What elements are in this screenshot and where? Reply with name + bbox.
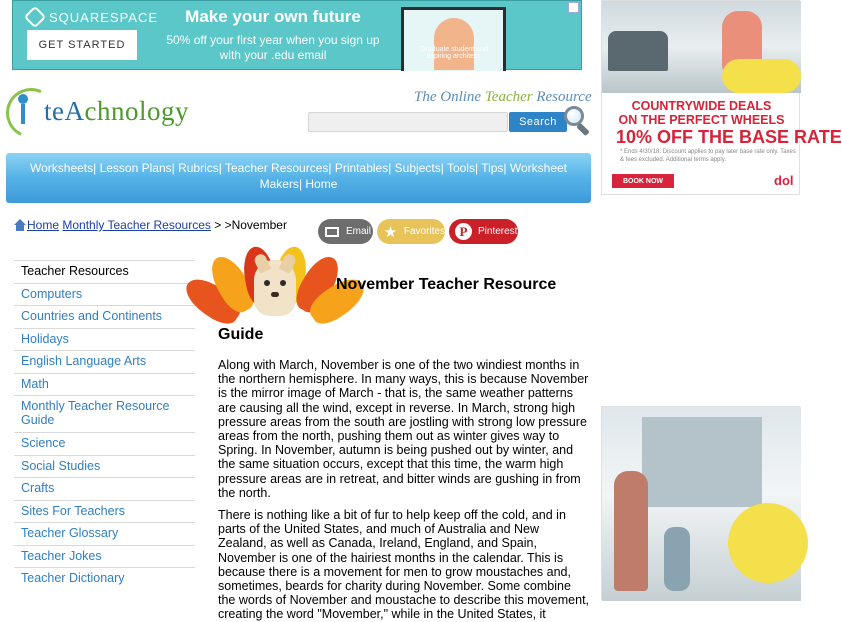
logo-wordmark: teAchnology xyxy=(44,96,189,126)
favorites-label: Favorites xyxy=(403,226,445,237)
article-paragraph-2: There is nothing like a bit of fur to help keep off the cold, and in parts of the United States, and much of Australia and New Zealand, as well as Canada, Ireland, England, and Spain, November is one of the hairiest months in the calendar. This is because there is a movement for men to grow moustaches and, sometimes, beards for charity during November. Some combine the words of November and moustache to describe this movement, creating the word "Movember," while in the United States, it xyxy=(218,508,590,622)
sidebar-item-social-studies[interactable]: Social Studies xyxy=(14,455,195,478)
breadcrumb-current: >November xyxy=(224,218,287,232)
pinterest-button[interactable] xyxy=(449,219,518,244)
ad-caption: Graduate student and aspiring architect. xyxy=(420,46,488,60)
right-ad-rental[interactable] xyxy=(601,0,842,195)
sidebar-item-teacher-jokes[interactable]: Teacher Jokes xyxy=(14,545,195,568)
sidebar-item-countries[interactable]: Countries and Continents xyxy=(14,305,195,328)
sidebar xyxy=(14,260,195,590)
ad-float-ring-image xyxy=(722,59,801,93)
site-tagline: The Online Teacher Resource xyxy=(414,89,592,105)
ad-laptop-image xyxy=(401,7,506,71)
magnifier-icon[interactable] xyxy=(562,104,592,136)
site-logo[interactable] xyxy=(6,80,206,140)
sidebar-item-teacher-dictionary[interactable]: Teacher Dictionary xyxy=(14,567,195,590)
sidebar-item-science[interactable]: Science xyxy=(14,432,195,455)
nav-printables[interactable]: Printables xyxy=(334,161,389,175)
favorites-button[interactable] xyxy=(377,219,445,244)
ad-brand: SQUARESPACE xyxy=(49,9,159,25)
sidebar-item-sites-for-teachers[interactable]: Sites For Teachers xyxy=(14,500,195,523)
adchoices-icon[interactable] xyxy=(568,2,579,13)
ad-deal-text: COUNTRYWIDE DEALS ON THE PERFECT WHEELS xyxy=(618,99,785,127)
search-button[interactable]: Search xyxy=(509,112,567,132)
nav-worksheet-makers[interactable]: Worksheet Makers xyxy=(259,161,568,191)
ad-house-image xyxy=(642,417,762,507)
breadcrumb-parent-link[interactable]: Monthly Teacher Resources xyxy=(62,218,211,232)
email-share-button[interactable] xyxy=(318,219,373,244)
sidebar-item-crafts[interactable]: Crafts xyxy=(14,477,195,500)
breadcrumb xyxy=(14,218,287,232)
ad-fine-print: * Ends 4/30/18. Discount applies to pay later base rate only. Taxes & fees excluded. Additional terms apply. xyxy=(620,149,796,163)
envelope-icon xyxy=(324,224,340,240)
sidebar-heading-teacher-resources: Teacher Resources xyxy=(14,260,195,283)
ad-discount-text: 10% OFF THE BASE RATE xyxy=(616,127,842,147)
nav-tips[interactable]: Tips xyxy=(481,161,504,175)
main-nav: Worksheets| Lesson Plans| Rubrics| Teacher Resources| Printables| Subjects| Tools| Tips| Worksheet Makers| Home xyxy=(6,153,591,203)
sidebar-item-english[interactable]: English Language Arts xyxy=(14,350,195,373)
sidebar-item-teacher-glossary[interactable]: Teacher Glossary xyxy=(14,522,195,545)
home-icon[interactable] xyxy=(14,219,26,231)
ad-family-photo xyxy=(602,1,801,93)
squarespace-logo-icon xyxy=(24,6,47,29)
sidebar-item-math[interactable]: Math xyxy=(14,373,195,396)
nav-rubrics[interactable]: Rubrics xyxy=(178,161,219,175)
email-share-label: Email xyxy=(346,226,372,237)
nav-subjects[interactable]: Subjects xyxy=(394,161,441,175)
breadcrumb-home-link[interactable]: Home xyxy=(27,218,60,232)
ad-brand-logo: dol xyxy=(774,173,794,188)
right-ad-family[interactable] xyxy=(601,406,800,600)
nav-teacher-resources[interactable]: Teacher Resources xyxy=(225,161,329,175)
ad-headline: Make your own future xyxy=(185,7,361,26)
breadcrumb-separator: > xyxy=(210,218,225,232)
sidebar-item-monthly-guide[interactable]: Monthly Teacher Resource Guide xyxy=(14,395,195,432)
article-title-continued: Guide xyxy=(218,326,264,343)
ad-car-image xyxy=(608,31,668,71)
turkey-dog-image xyxy=(218,248,332,326)
ad-family-photo-2 xyxy=(602,407,801,601)
pinterest-icon: P xyxy=(455,223,472,240)
nav-lesson-plans[interactable]: Lesson Plans xyxy=(99,161,172,175)
chihuahua-image xyxy=(254,260,296,316)
get-started-button[interactable]: GET STARTED xyxy=(27,30,137,60)
ad-person-image xyxy=(434,18,474,70)
nav-tools[interactable]: Tools xyxy=(446,161,475,175)
search-input[interactable] xyxy=(308,112,508,132)
pinterest-label: Pinterest xyxy=(478,226,518,237)
article-title: November Teacher Resource xyxy=(336,276,557,293)
star-icon: ★ xyxy=(383,223,398,241)
book-now-button[interactable]: BOOK NOW xyxy=(612,174,674,188)
ad-boy-image xyxy=(664,527,690,591)
ad-subtext: 50% off your first year when you sign up with your .edu email xyxy=(166,33,380,62)
sidebar-item-computers[interactable]: Computers xyxy=(14,283,195,306)
ad-float-ring-image xyxy=(728,503,808,583)
top-ad-banner[interactable] xyxy=(12,0,582,70)
ad-man-image xyxy=(614,471,648,591)
article-paragraph-1: Along with March, November is one of the two windiest months in the northern hemisphere. In many ways, this is because November is the mirror image of March - that is, the same weather patterns are causing all the wind, except in reverse. In March, strong high pressure areas from the south are jostling with strong low pressure areas from the north, pushing them out as winter gives way to Spring. In November, autumn is being pushed out by winter, and the same situation occurs, except that this time, the warm high pressure areas are in retreat, and bitter winds are gushing in from the north. xyxy=(218,358,589,500)
nav-worksheets[interactable]: Worksheets xyxy=(29,161,94,175)
logo-figure-icon xyxy=(16,94,30,124)
sidebar-item-holidays[interactable]: Holidays xyxy=(14,328,195,351)
squarespace-logo xyxy=(27,9,158,25)
nav-home[interactable]: Home xyxy=(305,177,338,191)
